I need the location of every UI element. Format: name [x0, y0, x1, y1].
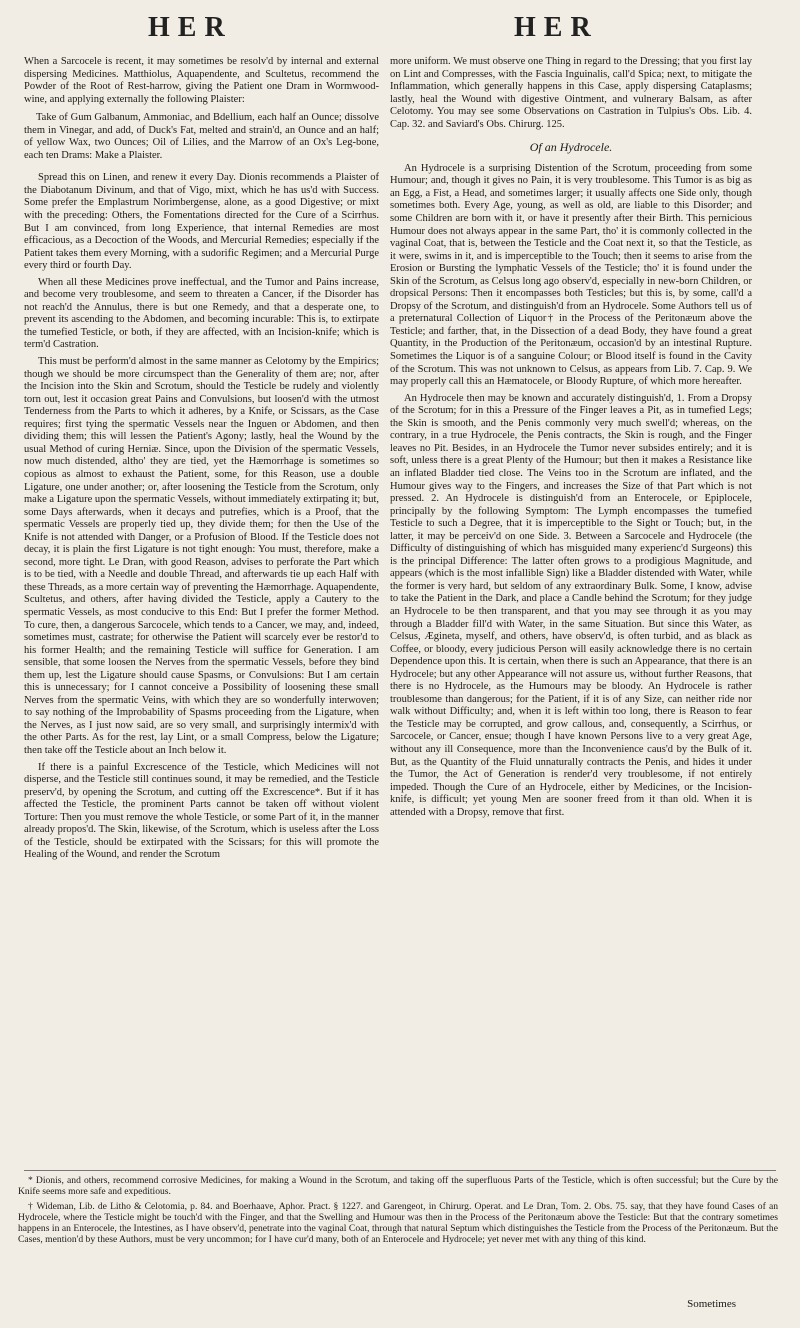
footnote-rule [24, 1170, 776, 1171]
footnote: † Wideman, Lib. de Litho & Celotomia, p. 84. and Boerhaave, Aphor. Pract. § 1227. and Garengeot, in Chirurg. Operat. and Le Dran, Tom. 2. Obs. 75. say, that they have found Cases of an Hydrocele, where the Testicle might be touch'd with the Finger, and that the Swelling and Humour was then in the Process of the Peritonæum above the Testicle: But that the contrary sometimes happens in an Enterocele, the Intestines, as I have observ'd, penetrate into the vaginal Coat, through that natural Septum which distinguishes the Testicle from the Process of the Peritonæum. But the Cases, mention'd by these Authors, must be very uncommon; for I have cur'd many, both of an Enterocele and Hydrocele; yet never met with any thing of this kind. [18, 1200, 778, 1246]
footnotes [18, 1175, 778, 1249]
paragraph: This must be perform'd almost in the same manner as Celotomy by the Empirics; though we should be more circumspect than the Generality of them are; nor, after the Incision into the Skin and Scrotum, should the Testicle be rudely and violently torn out, lest it occasion great Pains and Convulsions, but loosen'd with the utmost Tenderness from the Parts to which it adheres, by a Knife, or Scissars, as the Case requires; first tying the spermatic Vessels near the Inguen or Abdomen, and then dividing them; this will lessen the Patient's Agony; lastly, heal the Wound by the usual Method of curing Herniæ. Since, upon the Division of the spermatic Vessels, now much distended, altho' they are tied, yet the Hæmorrhage is sometimes so copious as almost to exhaust the Patient, some, for this Reason, use a double Ligature, one under another; or, after loosening the Testicle from the Scrotum, only make a Ligature upon the spermatic Vessels, without immediately extirpating it; but, some Days afterwards, when it decays and putrefies, which is a Proof, that the spermatic Vessels are properly tied up, they divide them; for then the Use of the Knife is not attended with Danger, or a Profusion of Blood. If the Testicle does not decay, it is plain the first Ligature is not tight enough: You must, therefore, make a second, more tight. Le Dran, with good Reason, advises to perforate the Part which is to be tied, with a Needle and double Thread, and afterwards tie up each Half with these Threads, as a more certain way of preventing the Hæmorrhage. Aquapendente, Scultetus, and others, after having divided the Testicle, apply a Cautery to the spermatic Vessels, as most conducive to this End: But I prefer the former Method. To cure, then, a dangerous Sarcocele, which tends to a Cancer, we may, and, indeed, sometimes must, castrate; for otherwise the Patient will scarcely ever be restor'd to his former Health; and the remaining Testicle will suffice for Generation. I am sensible, that some loosen the Nerves from the spermatic Vessels, before they bind them up, lest the Ligature should cause Spasms, or Convulsions: But I am certain this is unnecessary; for I cannot conceive a Possibility of loosening these small Nerves from the spermatic Veins, with which they are so wonderfully interwoven; to say nothing of the Improbability of Spasms proceeding from the Ligature, when the Nerves, as I just now said, are so very small, and surprisingly intermix'd with the other Parts. As for the rest, lay Lint, or a small Compress, below the Ligature; then take off the Testicle about an Inch below it. [24, 356, 379, 756]
running-head-left: HER [148, 12, 233, 43]
section-heading: Of an Hydrocele. [529, 140, 613, 155]
paragraph: When all these Medicines prove ineffectual, and the Tumor and Pains increase, and become very troublesome, and seem to threaten a Cancer, if the Disorder has not reach'd the Annulus, there is but one Remedy, and that a desperate one, to prevent its ascending to the Abdomen, and becoming incurable: This is, to extirpate the tumefied Testicle, or both, if they are affected, with an Incision-knife; which is term'd Castration. [24, 276, 379, 351]
recipe-paragraph: Take of Gum Galbanum, Ammoniac, and Bdellium, each half an Ounce; dissolve them in Vinegar, and add, of Duck's Fat, melted and strain'd, an Ounce and an half; of yellow Wax, two Ounces; Oil of Lilies, and the Marrow of an Ox's Leg-bone, each ten Drams: Make a Plaister. [24, 112, 379, 161]
paragraph: more uniform. We must observe one Thing in regard to the Dressing; that you first lay on Lint and Compresses, with the Fascia Inguinalis, call'd Spica; next, to mitigate the Inflammation, which generally happens in this Case, apply dispersing Cataplasms; lastly, heal the Wound with digestive Ointment, and vulnerary Balsam, as after Celotomy. You may see some Observations on Castration in Tulpius's Obs. Lib. 4. Cap. 32. and Saviard's Obs. Chirurg. 125. [390, 56, 752, 130]
right-column [390, 56, 752, 823]
running-head-right: HER [514, 12, 599, 43]
paragraph: An Hydrocele is a surprising Distention of the Scrotum, proceeding from some Humour; and, though it gives no Pain, it is very troublesome. This Tumor is as big as an Egg, a Fist, a Head, and sometimes larger; it usually affects one Side only, though sometimes both. Every Age, young, as well as old, are liable to this Disorder; and some Children are born with it, or have it presently after their Birth. This pernicious Humour does not always appear in the same Part, tho' it is commonly collected in the vaginal Coat, that is, between the Testicle and the Coat next it, so that the Testicle, as it were, swims in it, and is imperceptible to the Touch; then it seems to arise from the Erosion or Bursting the lymphatic Vessels of the Testicle; tho' it is found under the Skin of the Scrotum, as Celsus long ago observ'd, especially in new-born Children, or dropsical Persons: Then it encompasses both Testicles; but this is, by some, call'd a Dropsy of the Scrotum, and distinguish'd from an Hydrocele. Some Authors tell us of a preternatural Collection of Liquor† in the Process of the Peritonæum above the Testicle; and farther, that, in the Dissection of a dead Body, they have found a great Quantity, in the Production of the Peritonæum, occasion'd by an intestinal Rupture. Sometimes the Liquor is of a sanguine Colour; or Blood itself is found in the Cavity of the Scrotum. This was not unknown to Celsus, as appears from Lib. 7. Cap. 9. We may properly call this an Hæmatocele, or Bloody Rupture, of which more hereafter. [390, 162, 752, 388]
catchword: Sometimes [687, 1298, 736, 1310]
paragraph: When a Sarcocele is recent, it may sometimes be resolv'd by internal and external dispersing Medicines. Matthiolus, Aquapendente, and Scultetus, recommend the Powder of the Root of Rest-harrow, giving the Patient one Dram in Wormwood-wine, and applying externally the following Plaister: [24, 56, 379, 105]
left-column [24, 56, 379, 866]
paragraph: Spread this on Linen, and renew it every Day. Dionis recommends a Plaister of the Diabotanum Divinum, and that of Vigo, mixt, which he has us'd with Success. Some prefer the Emplastrum Norimbergense, alone, as a good Digestive; or mixt with the preceding: Others, the Fomentations directed for the Cure of a Scirrhus. But I am convinced, from long Experience, that internal Remedies are most efficacious, as a Decoction of the Woods, and Mercurial Remedies; especially if the Patient takes them every Morning, with a sudorific Regimen; and a Mercurial Purge every third or fourth Day. [24, 172, 379, 272]
footnote: * Dionis, and others, recommend corrosive Medicines, for making a Wound in the Scrotum, and taking off the superfluous Parts of the Testicle, which is often successful; but the Cure by the Knife seems more safe and expeditious. [18, 1175, 778, 1198]
paragraph: If there is a painful Excrescence of the Testicle, which Medicines will not disperse, and the Testicle still continues sound, it may be remedied, and the Testicle preserv'd, by opening the Scrotum, and cutting off the Excrescence*. But if it has affected the Testicle, the prominent Parts cannot be taken off without violent Torture: Then you must remove the whole Testicle, or some Part of it, in the manner already propos'd. The Skin, likewise, of the Scrotum, which is useless after the Loss of the Testicle, should be extirpated with the Scissars; for this will promote the Healing of the Wound, and render the Scrotum [24, 761, 379, 861]
paragraph: An Hydrocele then may be known and accurately distinguish'd, 1. From a Dropsy of the Scrotum; for in this a Pressure of the Finger leaves a Pit, as in tumefied Legs; the Skin is smooth, and the Penis commonly very much swell'd; whereas, on the contrary, in a true Hydrocele, the Penis contracts, the Skin is rough, and the Finger leaves no Pit. Besides, in an Hydrocele the Tumor never subsides entirely; and it is soft, unless there is a great Plenty of the Humour; but then it makes a Resistance like an inflated Bladder tied close. The Veins too in the Scrotum are inflated, and the Humour gives way to the Fingers, and increases the Size of that Part which is not pressed. 2. An Hydrocele is distinguish'd from an Enterocele, or Epiplocele, principally by the following Symptom: The Lymph encompasses the tumefied Testicle to such a Degree, that it is imperceptible to the Sight or Touch; but, in the latter, it may be perceiv'd on one Side. 3. Between a Sarcocele and Hydrocele (the Difficulty of distinguishing of which has misguided many experienc'd Surgeons) this is the principal Difference: The latter often grows to a prodigious Magnitude, and appears (which is the most infallible Sign) like a Bladder distended with Water, while the former is very hard, but seldom of any extraordinary Bulk. Some, I know, advise to take the Patient in the Dark, and place a Candle behind the Scrotum; for they judge an Hydrocele to be then transparent, and that you may see through it as you may through a Bladder fill'd with Water, in the same Situation. But since this Water, as Celsus, Ægineta, myself, and others, have observ'd, is often turbid, and as black as Coffee, or bloody, every judicious Person will easily acknowledge there is no certain Dependence upon this. It is certain, when there is such an Appearance, that there is an Hydrocele; but any other Appearance will not assure us, without further Reasons, that there is no Hydrocele, as the Humours may be bloody. An Hydrocele is rather troublesome than dangerous; for the Patient, if it is of any Size, can neither ride nor walk without Difficulty; and, when it is left within too long, there is Reason to fear the Testicle may be corrupted, and grow callous, and, consequently, a Scirrhus, or Sarcocele, or Cancer, ensue; though I have known Persons live to a very great Age, without any ill Consequence, more than the Inconvenience caus'd by the Bulk of it. But, as the Quantity of the Fluid unnaturally contracts the Penis, and hides it under the Tumor, the Act of Generation is render'd very troublesome, if not entirely impeded. Though the Cure of an Hydrocele, either by Medicines, or the Incision-knife, is difficult; yet young Men are sooner freed from it than old. When it is attended with a Dropsy, remove that first. [390, 392, 752, 818]
